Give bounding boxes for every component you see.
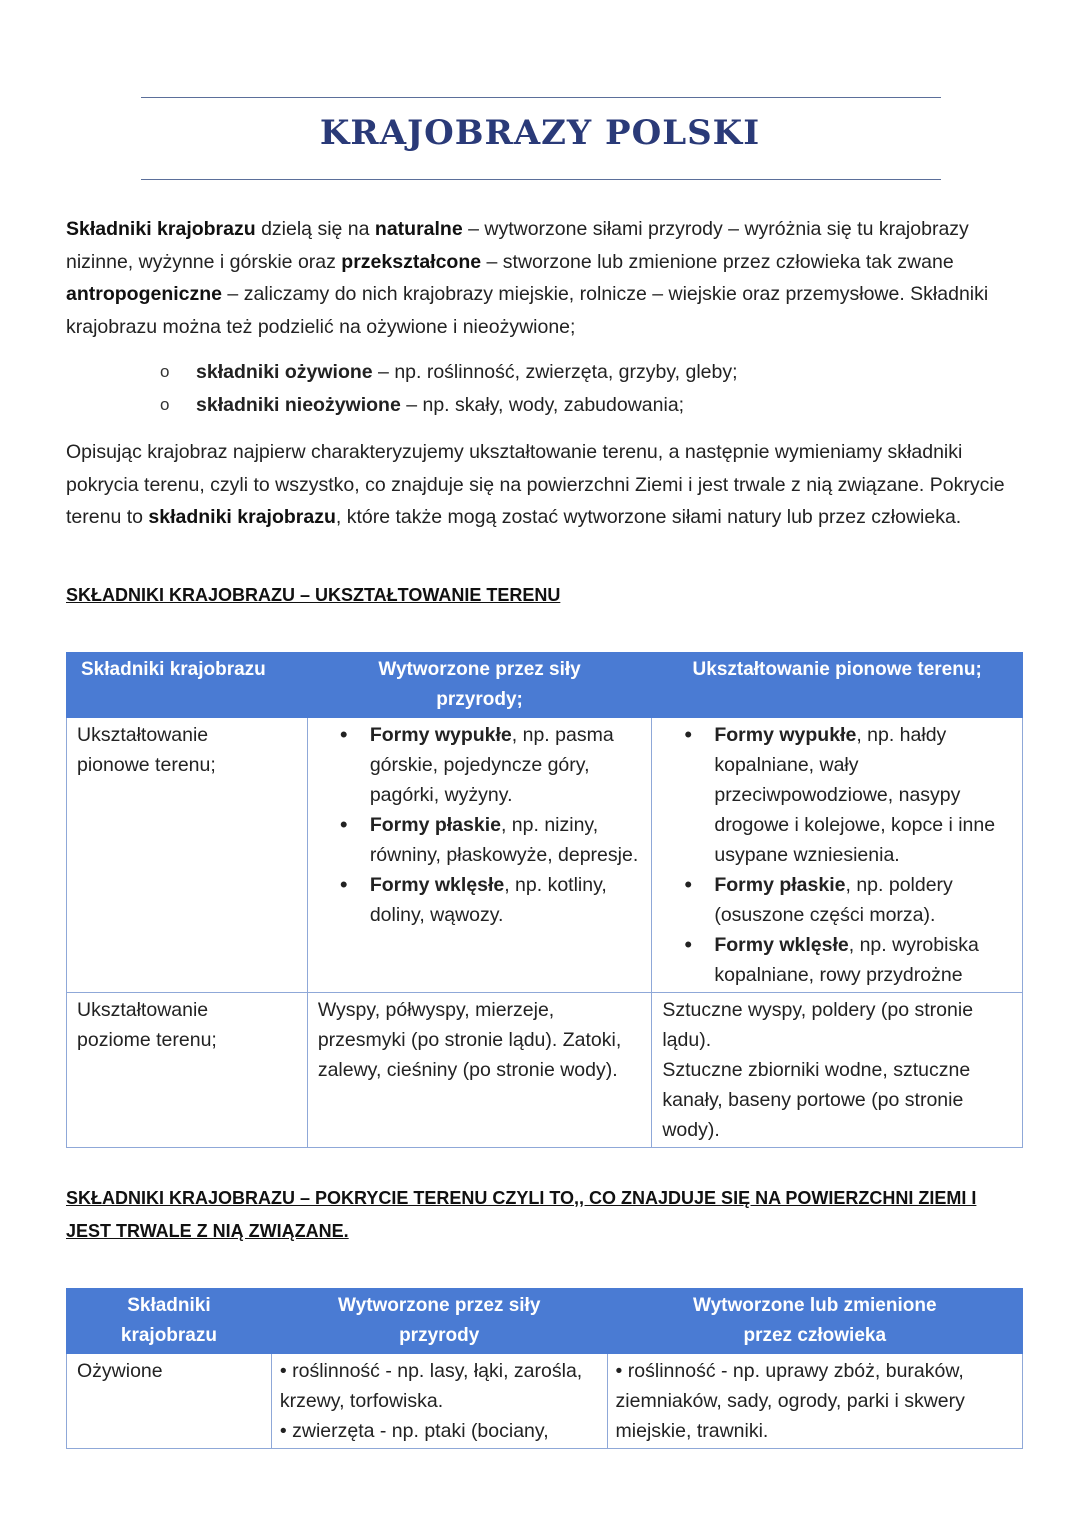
table-header: Składniki krajobrazu: [67, 653, 308, 718]
top-rule: [141, 97, 941, 98]
intro-bold-3: naturalne: [374, 218, 463, 240]
para2-bold: składniki krajobrazu: [148, 506, 336, 528]
intro-text-8: – zaliczamy do nich krajobrazy miejskie, rolnicze – wiejskie oraz przemysłowe. Składniki krajobrazu można też podzielić na ożywione i nieożywione;: [66, 283, 989, 338]
form-name: Formy wypukłe: [714, 724, 857, 746]
form-examples: , np. hałdy kopalniane, wały przeciwpowodziowe, nasypy drogowe i kolejowe, kopce i inne usypane wzniesienia.: [714, 724, 996, 866]
form-name: Formy płaskie: [714, 874, 846, 896]
table-row: [67, 1354, 1023, 1449]
table-cell-natural: [271, 1354, 607, 1449]
table-cell-human: [652, 718, 1023, 993]
form-name: Formy wklęsłe: [714, 934, 849, 956]
form-name: Formy wypukłe: [369, 724, 512, 746]
human-forms-list: [662, 720, 1012, 990]
table-cell-natural: [307, 718, 652, 993]
list-item: [370, 870, 642, 930]
natural-forms-list: [318, 720, 642, 930]
list-item: [160, 389, 738, 422]
table-header: Wytworzone przez siły przyrody;: [307, 653, 652, 718]
table-header: Wytworzone przez siły przyrody: [271, 1289, 607, 1354]
table-cell-human: • roślinność - np. uprawy zbóż, buraków, ziemniaków, sady, ogrody, parki i skwery miejskie, trawniki.: [607, 1354, 1022, 1449]
natural-item: • zwierzęta - np. ptaki (bociany,: [279, 1420, 549, 1442]
table-header-row: [67, 1289, 1023, 1354]
list-item: [714, 720, 1012, 870]
table-header: Wytworzone lub zmienione przez człowieka: [607, 1289, 1022, 1354]
list-item: [714, 930, 1012, 990]
form-examples: , np. pasma górskie, pojedyncze góry, pagórki, wyżyny.: [369, 724, 614, 806]
form-examples: , np. niziny, równiny, płaskowyże, depresje.: [369, 814, 639, 866]
para2-text-1: Opisując krajobraz najpierw charakteryzujemy ukształtowanie terenu, a następnie wymieniamy składniki pokrycia terenu, czyli to wszystko, co znajduje się na powierzchni Ziemi i jest trwale z nią związane. Pokrycie terenu to: [66, 441, 1005, 528]
section-heading-terrain: SKŁADNIKI KRAJOBRAZU – UKSZTAŁTOWANIE TERENU: [66, 585, 561, 605]
table-row: [67, 993, 1023, 1148]
intro-bold-7: antropogeniczne: [66, 283, 223, 305]
description-paragraph: [66, 436, 1026, 534]
form-name: Formy wklęsłe: [369, 874, 505, 896]
list-item-bold: składniki ożywione: [196, 361, 373, 383]
table-cell-label: Ożywione: [67, 1354, 272, 1449]
intro-paragraph: [66, 213, 1026, 343]
list-item-text: – np. roślinność, zwierzęta, grzyby, gleby;: [372, 361, 738, 383]
section-heading-cover: SKŁADNIKI KRAJOBRAZU – POKRYCIE TERENU CZYLI TO,, CO ZNAJDUJE SIĘ NA POWIERZCHNI ZIEMI I JEST TRWALE Z NIĄ ZWIĄZANE.: [66, 1188, 977, 1241]
table-cell-label: Ukształtowanie pionowe terenu;: [67, 718, 308, 993]
list-item: [160, 356, 738, 389]
list-item: [714, 870, 1012, 930]
intro-text-4: – wytworzone siłami przyrody – wyróżnia się tu krajobrazy nizinne, wyżynne i górskie oraz: [66, 218, 969, 273]
land-cover-table: [66, 1288, 1023, 1449]
intro-bold-1: Składniki krajobrazu: [66, 218, 256, 240]
terrain-table: [66, 652, 1023, 1148]
table-header: Ukształtowanie pionowe terenu;: [652, 653, 1023, 718]
table-cell-natural: Wyspy, półwyspy, mierzeje, przesmyki (po stronie lądu). Zatoki, zalewy, cieśniny (po stronie wody).: [307, 993, 652, 1148]
form-name: Formy płaskie: [369, 814, 501, 836]
intro-text-2: dzielą się na: [255, 218, 375, 240]
table-header-row: [67, 653, 1023, 718]
table-cell-label: Ukształtowanie poziome terenu;: [67, 993, 308, 1148]
form-examples: , np. wyrobiska kopalniane, rowy przydrożne: [714, 934, 979, 986]
intro-text-6: – stworzone lub zmienione przez człowieka tak zwane: [481, 250, 954, 273]
table-cell-human: Sztuczne wyspy, poldery (po stronie lądu). Sztuczne zbiorniki wodne, sztuczne kanały, baseny portowe (po stronie wody).: [652, 993, 1023, 1148]
intro-bold-5: przekształcone: [341, 250, 482, 273]
list-item-text: – np. skały, wody, zabudowania;: [400, 393, 685, 416]
form-examples: , np. kotliny, doliny, wąwozy.: [369, 874, 607, 926]
list-item: [370, 720, 642, 810]
list-item: [370, 810, 642, 870]
title-rule: [141, 179, 941, 180]
table-row: [67, 718, 1023, 993]
components-list: [160, 356, 738, 421]
para2-text-3: , które także mogą zostać wytworzone siłami natury lub przez człowieka.: [335, 506, 962, 528]
table-header: Składniki krajobrazu: [67, 1289, 272, 1354]
natural-item: • roślinność - np. lasy, łąki, zarośla, krzewy, torfowiska.: [279, 1360, 583, 1412]
list-item-bold: składniki nieożywione: [196, 393, 401, 416]
page-title: KRAJOBRAZY POLSKI: [319, 113, 761, 153]
form-examples: , np. poldery (osuszone części morza).: [714, 874, 953, 926]
